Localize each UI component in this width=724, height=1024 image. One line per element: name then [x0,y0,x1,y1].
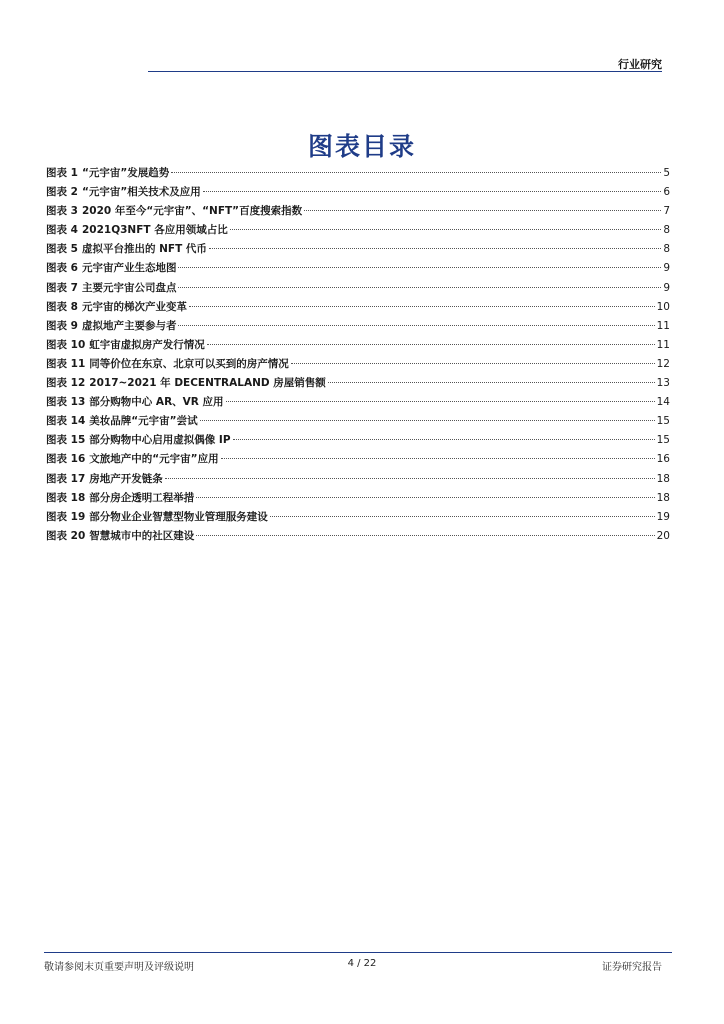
toc-entry-label: 图表 7 [46,281,78,294]
toc-entry-page: 18 [656,491,670,504]
toc-entry-label: 图表 14 [46,415,86,428]
toc-entry[interactable] [46,317,670,336]
toc-entry[interactable] [46,489,670,508]
toc-entry-title: 部分房企透明工程举措 [89,491,195,504]
toc-entry[interactable] [46,259,670,278]
toc-entry-title: 房地产开发链条 [89,472,163,485]
toc-entry-page: 13 [656,377,670,390]
toc-entry[interactable] [46,412,670,431]
toc-entry[interactable] [46,221,670,240]
dot-leader [165,478,655,479]
toc-entry-label: 图表 13 [46,396,86,409]
toc-entry-title: “元宇宙”发展趋势 [81,167,170,179]
dot-leader [233,439,655,440]
dot-leader [304,210,661,211]
toc-entry-page: 15 [656,434,670,447]
toc-entry-title: 部分物业企业智慧型物业管理服务建设 [89,510,268,523]
toc-entry-label: 图表 15 [46,434,86,447]
toc-entry-page: 15 [656,415,670,428]
toc-entry[interactable] [46,336,670,355]
toc-entry-label: 图表 10 [46,338,86,351]
toc-entry-title: 2017~2021 年 DECENTRALAND 房屋销售额 [89,377,326,390]
toc-entry[interactable] [46,431,670,450]
footer-divider [44,952,672,953]
toc-entry-label: 图表 11 [46,357,86,370]
toc-entry-page: 16 [656,453,670,466]
footer-disclaimer: 敬请参阅末页重要声明及评级说明 [44,962,194,973]
dot-leader [171,172,661,173]
toc-entry-page: 11 [656,338,670,351]
toc-entry-title: “元宇宙”相关技术及应用 [81,186,201,199]
toc-entry[interactable] [46,355,670,374]
dot-leader [189,306,655,307]
toc-entry-title: 部分购物中心 AR、VR 应用 [89,396,224,409]
toc-entry-label: 图表 2 [46,186,78,199]
page-title: 图表目录 [307,132,416,161]
toc-entry[interactable] [46,202,670,221]
dot-leader [291,363,655,364]
toc-entry-label: 图表 17 [46,472,86,485]
dot-leader [178,325,654,326]
toc-entry-title: 虚拟地产主要参与者 [81,319,177,332]
toc-entry[interactable] [46,298,670,317]
dot-leader [196,535,654,536]
toc-entry-label: 图表 3 [46,205,78,218]
toc-entry-title: 虹宇宙虚拟房产发行情况 [89,338,205,351]
dot-leader [178,267,661,268]
toc-entry-page: 9 [663,281,670,294]
toc-entry[interactable] [46,470,670,489]
dot-leader [196,497,654,498]
toc-entry[interactable] [46,279,670,298]
toc-entry-title: 文旅地产中的“元宇宙”应用 [89,453,219,466]
dot-leader [178,287,661,288]
dot-leader [270,516,655,517]
toc-entry-page: 14 [656,396,670,409]
toc-entry-page: 9 [663,262,670,275]
toc-entry-page: 20 [656,529,670,542]
toc-entry-label: 图表 5 [46,243,78,256]
toc-entry-label: 图表 4 [46,224,78,237]
toc-entry-title: 智慧城市中的社区建设 [89,529,195,542]
toc-entry-label: 图表 16 [46,453,86,466]
toc-entry[interactable] [46,508,670,527]
toc-entry-title: 元宇宙的梯次产业变革 [81,300,187,313]
dot-leader [200,420,655,421]
toc-entry-label: 图表 19 [46,510,86,523]
toc-entry-page: 5 [663,167,670,179]
toc-entry[interactable] [46,374,670,393]
toc-entry-label: 图表 8 [46,300,78,313]
toc-entry-title: 同等价位在东京、北京可以买到的房产情况 [89,357,289,370]
toc-entry-label: 图表 20 [46,529,86,542]
toc-entry-page: 12 [656,357,670,370]
dot-leader [230,229,662,230]
toc-entry[interactable] [46,450,670,469]
toc-entry-label: 图表 18 [46,491,86,504]
toc-entry-page: 19 [656,510,670,523]
toc-entry-page: 10 [656,300,670,313]
toc-entry-title: 美妆品牌“元宇宙”尝试 [89,415,198,428]
toc-entry-page: 7 [663,205,670,218]
dot-leader [203,191,662,192]
toc-entry-label: 图表 9 [46,319,78,332]
page-number: 4 / 22 [347,958,377,969]
toc-entry-page: 8 [663,243,670,256]
dot-leader [207,344,655,345]
dot-leader [328,382,655,383]
toc-entry[interactable] [46,164,670,183]
dot-leader [221,458,655,459]
toc-entry-title: 2020 年至今“元宇宙”、“NFT”百度搜索指数 [81,205,303,218]
toc-entry-label: 图表 1 [46,167,78,179]
toc-entry-label: 图表 12 [46,377,86,390]
toc-entry-title: 元宇宙产业生态地图 [81,262,177,275]
toc-entry[interactable] [46,183,670,202]
toc-entry-page: 6 [663,186,670,199]
toc-entry[interactable] [46,240,670,259]
header-label: 行业研究 [618,58,662,71]
toc-entry-label: 图表 6 [46,262,78,275]
header-divider [148,71,662,72]
footer-report-type: 证券研究报告 [602,962,662,973]
toc-entry[interactable] [46,393,670,412]
dot-leader [226,401,655,402]
toc-entry[interactable] [46,527,670,546]
toc-entry-page: 8 [663,224,670,237]
toc-entry-title: 2021Q3NFT 各应用领域占比 [81,224,228,237]
dot-leader [209,248,661,249]
table-of-figures [46,164,670,546]
toc-entry-page: 18 [656,472,670,485]
toc-entry-title: 部分购物中心启用虚拟偶像 IP [89,434,231,447]
toc-entry-page: 11 [656,319,670,332]
toc-entry-title: 虚拟平台推出的 NFT 代币 [81,243,207,256]
toc-entry-title: 主要元宇宙公司盘点 [81,281,177,294]
